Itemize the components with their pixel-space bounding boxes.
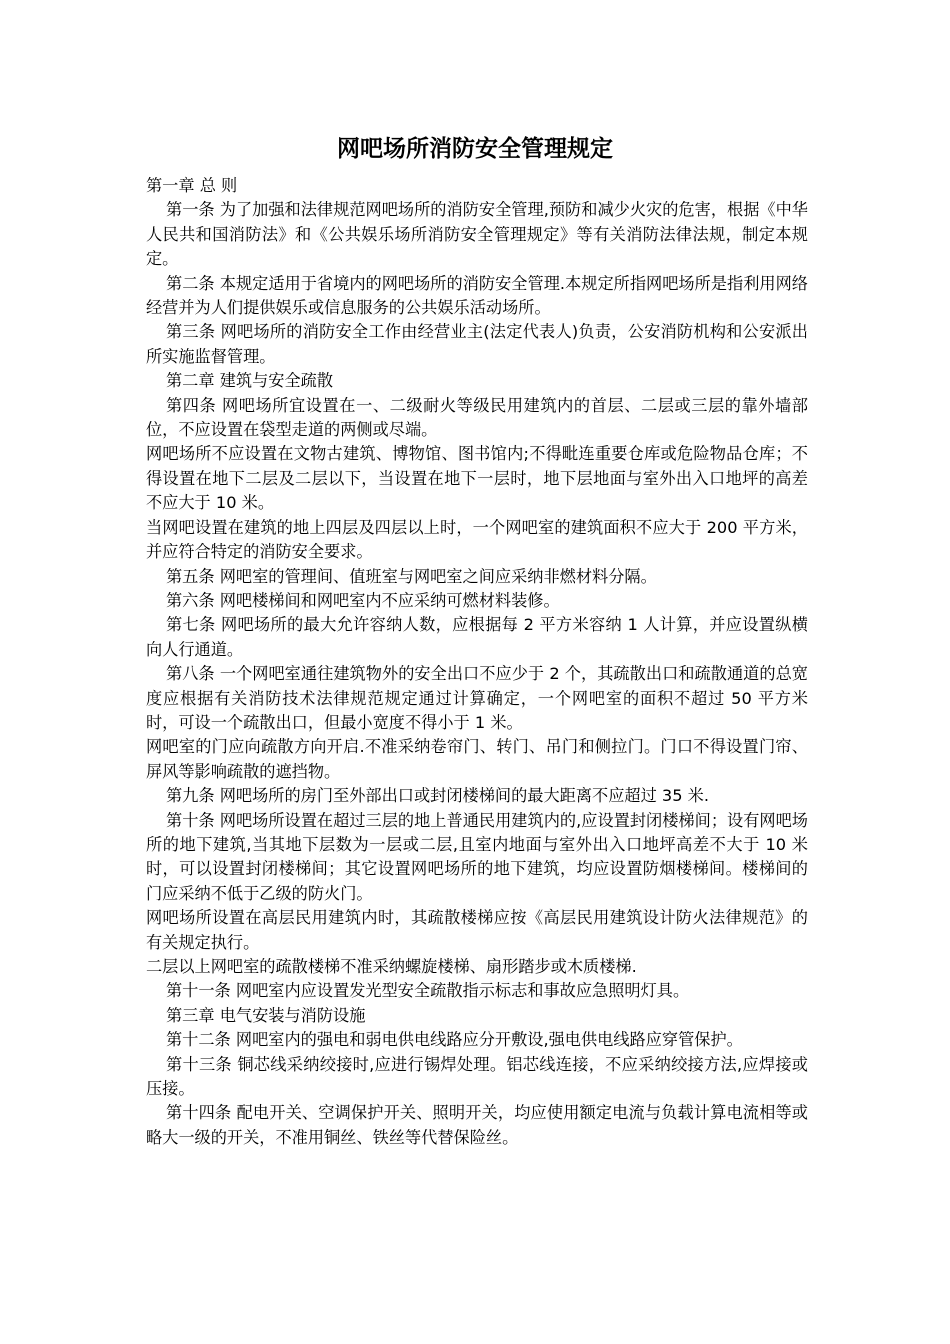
paragraph: 网吧室的门应向疏散方向开启.不准采纳卷帘门、转门、吊门和侧拉门。门口不得设置门帘、屏风等影响疏散的遮挡物。 (146, 737, 808, 781)
paragraph: 网吧场所设置在高层民用建筑内时，其疏散楼梯应按《高层民用建筑设计防火法律规范》的有关规定执行。 (146, 908, 808, 952)
paragraph: 第一章 总 则 (146, 176, 238, 195)
paragraph: 第三条 网吧场所的消防安全工作由经营业主(法定代表人)负责，公安消防机构和公安派出所实施监督管理。 (146, 322, 808, 366)
paragraph: 二层以上网吧室的疏散楼梯不准采纳螺旋楼梯、扇形踏步或木质楼梯. (146, 957, 637, 976)
paragraph: 第二章 建筑与安全疏散 (166, 371, 334, 391)
paragraph: 第七条 网吧场所的最大允许容纳人数，应根据每 2 平方米容纳 1 人计算，并应设置纵横向人行通道。 (146, 615, 808, 659)
paragraph: 第三章 电气安装与消防设施 (166, 1005, 366, 1025)
paragraph: 第一条 为了加强和法律规范网吧场所的消防安全管理,预防和减少火灾的危害，根据《中华人民共和国消防法》和《公共娱乐场所消防安全管理规定》等有关消防法律法规，制定本规定。 (146, 200, 808, 269)
document-title: 网吧场所消防安全管理规定 (337, 136, 613, 162)
paragraph: 第十条 网吧场所设置在超过三层的地上普通民用建筑内的,应设置封闭楼梯间；设有网吧场所的地下建筑,当其地下层数为一层或二层,且室内地面与室外出入口地坪高差不大于 10 米时，可以设置封闭楼梯间；其它设置网吧场所的地下建筑，均应设置防烟楼梯间。楼梯间的门应采纳不低于乙级的防火门。 (146, 810, 808, 903)
paragraph: 第四条 网吧场所宜设置在一、二级耐火等级民用建筑内的首层、二层或三层的靠外墙部位，不应设置在袋型走道的两侧或尽端。 (146, 395, 808, 440)
paragraph: 第五条 网吧室的管理间、值班室与网吧室之间应采纳非燃材料分隔。 (166, 566, 657, 586)
paragraph: 第九条 网吧场所的房门至外部出口或封闭楼梯间的最大距离不应超过 35 米. (166, 786, 709, 806)
paragraph: 当网吧设置在建筑的地上四层及四层以上时，一个网吧室的建筑面积不应大于 200 平方米，并应符合特定的消防安全要求。 (146, 517, 808, 562)
paragraph: 第十三条 铜芯线采纳绞接时,应进行锡焊处理。铝芯线连接，不应采纳绞接方法,应焊接或压接。 (146, 1054, 808, 1099)
paragraph: 第八条 一个网吧室通往建筑物外的安全出口不应少于 2 个，其疏散出口和疏散通道的总宽度应根据有关消防技术法律规范规定通过计算确定，一个网吧室的面积不超过 50 平方米时，可设一个疏散出口，但最小宽度不得小于 1 米。 (146, 664, 808, 732)
document-body (146, 174, 808, 1150)
paragraph: 第二条 本规定适用于省境内的网吧场所的消防安全管理.本规定所指网吧场所是指利用网络经营并为人们提供娱乐或信息服务的公共娱乐活动场所。 (146, 273, 808, 318)
paragraph: 第十二条 网吧室内的强电和弱电供电线路应分开敷设,强电供电线路应穿管保护。 (166, 1030, 743, 1050)
paragraph: 第十一条 网吧室内应设置发光型安全疏散指示标志和事故应急照明灯具。 (166, 981, 690, 1001)
paragraph: 第六条 网吧楼梯间和网吧室内不应采纳可燃材料装修。 (166, 590, 560, 610)
paragraph: 网吧场所不应设置在文物古建筑、博物馆、图书馆内;不得毗连重要仓库或危险物品仓库；不得设置在地下二层及二层以下，当设置在地下一层时，地下层地面与室外出入口地坪的高差不应大于 10 米。 (146, 444, 808, 513)
paragraph: 第十四条 配电开关、空调保护开关、照明开关，均应使用额定电流与负载计算电流相等或略大一级的开关，不准用铜丝、铁丝等代替保险丝。 (146, 1103, 808, 1147)
